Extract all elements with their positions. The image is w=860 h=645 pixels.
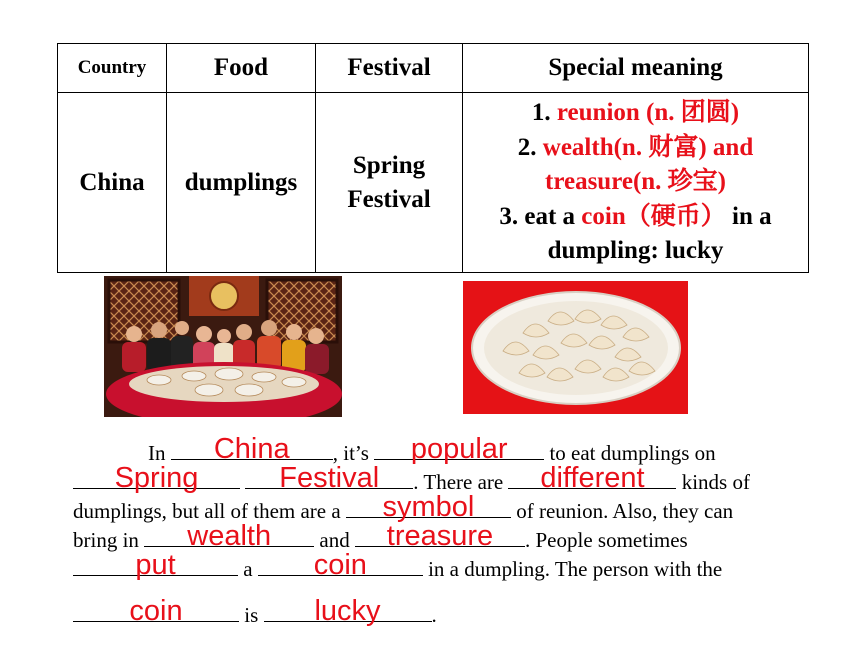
header-special-meaning: Special meaning	[463, 44, 809, 93]
answer-text: popular	[410, 433, 508, 465]
answer-text: treasure	[386, 520, 494, 552]
blank-field[interactable]	[171, 433, 333, 465]
answer-text: coin	[313, 549, 367, 581]
blank-field[interactable]	[508, 462, 676, 494]
info-table	[57, 43, 809, 273]
blank-field[interactable]	[346, 491, 511, 523]
festival-line-1: Spring	[352, 151, 426, 179]
blank-field[interactable]	[73, 549, 238, 581]
answer-text: coin	[129, 595, 183, 627]
passage-line: bring in wealth and treasure . People sometimes	[73, 520, 688, 552]
answer-text: China	[213, 433, 290, 465]
blank-field[interactable]	[374, 433, 544, 465]
cell-country: China	[58, 93, 167, 273]
blank-field[interactable]	[355, 520, 525, 552]
family-dinner-photo	[104, 276, 342, 417]
passage-line: put a coin in a dumpling. The person with the	[73, 554, 813, 583]
meaning-line: 2. wealth(n. 财富) and	[517, 133, 754, 161]
answer-text: Spring	[114, 462, 199, 494]
cloze-passage	[73, 433, 813, 629]
answer-text: different	[540, 462, 645, 494]
meaning-line: 1. reunion (n. 团圆)	[531, 99, 740, 127]
passage-line: In China , it’s popular to eat dumplings on	[148, 433, 716, 465]
header-food: Food	[167, 44, 316, 93]
meaning-line: dumpling: lucky	[547, 237, 724, 265]
blank-field[interactable]	[258, 549, 423, 581]
cell-festival	[316, 93, 463, 273]
cell-special-meaning	[463, 93, 809, 273]
passage-line: dumplings, but all of them are a symbol of reunion. Also, they can	[73, 491, 734, 523]
header-festival: Festival	[316, 44, 463, 93]
dumplings-plate-photo	[463, 281, 688, 414]
table-header-row	[58, 44, 809, 93]
meaning-line: 3. eat a coin（硬币） in a	[499, 202, 772, 230]
table-row	[58, 93, 809, 273]
blank-field[interactable]	[144, 520, 314, 552]
header-country: Country	[58, 44, 167, 93]
blank-field[interactable]	[245, 462, 413, 494]
answer-text: Festival	[279, 462, 380, 494]
answer-text: lucky	[314, 595, 381, 627]
cell-food: dumplings	[167, 93, 316, 273]
answer-text: symbol	[382, 491, 475, 523]
blank-field[interactable]	[73, 595, 239, 627]
festival-line-2: Festival	[347, 185, 431, 213]
passage-line: Spring Festival . There are different kinds of	[73, 467, 813, 496]
blank-field[interactable]	[73, 462, 240, 494]
answer-text: put	[135, 549, 176, 581]
passage-line: coin is lucky .	[73, 600, 813, 629]
answer-text: wealth	[187, 520, 272, 552]
meaning-line: treasure(n. 珍宝)	[545, 168, 726, 196]
